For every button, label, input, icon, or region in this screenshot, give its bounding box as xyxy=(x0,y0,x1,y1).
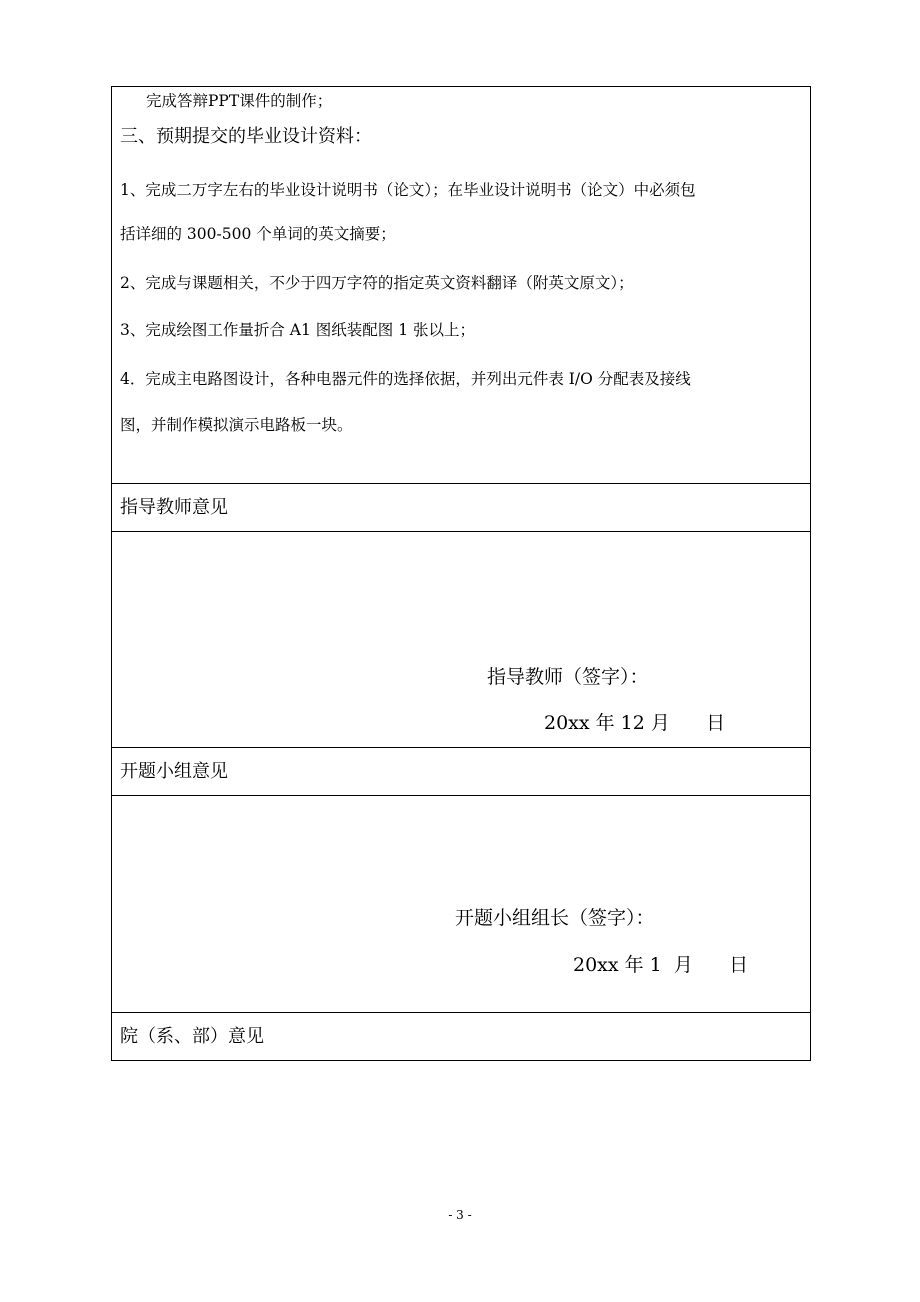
deliverable-item-1a: 1、完成二万字左右的毕业设计说明书（论文）；在毕业设计说明书（论文）中必须包 xyxy=(120,181,696,199)
committee-opinion-title: 开题小组意见 xyxy=(112,747,810,795)
committee-opinion-area xyxy=(112,795,810,1012)
committee-signature-label: 开题小组组长（签字）： xyxy=(455,907,655,929)
page-number: - 3 - xyxy=(448,1208,472,1222)
ppt-requirement: 完成答辩PPT课件的制作； xyxy=(146,92,333,110)
deliverable-item-3: 3、完成绘图工作量折合 A1 图纸装配图 1 张以上； xyxy=(120,321,475,339)
proposal-form-table xyxy=(111,86,811,1061)
advisor-date: 20xx 年 12 月 日 xyxy=(544,712,726,734)
deliverable-item-4a: 4．完成主电路图设计，各种电器元件的选择依据，并列出元件表 I/O 分配表及接线 xyxy=(120,370,691,388)
advisor-opinion-area xyxy=(112,531,810,747)
deliverable-item-1b: 括详细的 300-500 个单词的英文摘要； xyxy=(120,225,396,243)
deliverables-heading: 三、预期提交的毕业设计资料： xyxy=(120,126,372,147)
deliverable-item-4b: 图，并制作模拟演示电路板一块。 xyxy=(120,416,353,434)
advisor-opinion-title: 指导教师意见 xyxy=(112,483,810,531)
department-opinion-title: 院（系、部）意见 xyxy=(112,1012,810,1060)
committee-date: 20xx 年 1 月 日 xyxy=(573,954,749,976)
requirements-section xyxy=(112,87,810,483)
advisor-signature-label: 指导教师（签字）： xyxy=(487,666,649,688)
deliverable-item-2: 2、完成与课题相关，不少于四万字符的指定英文资料翻译（附英文原文）； xyxy=(120,274,634,292)
